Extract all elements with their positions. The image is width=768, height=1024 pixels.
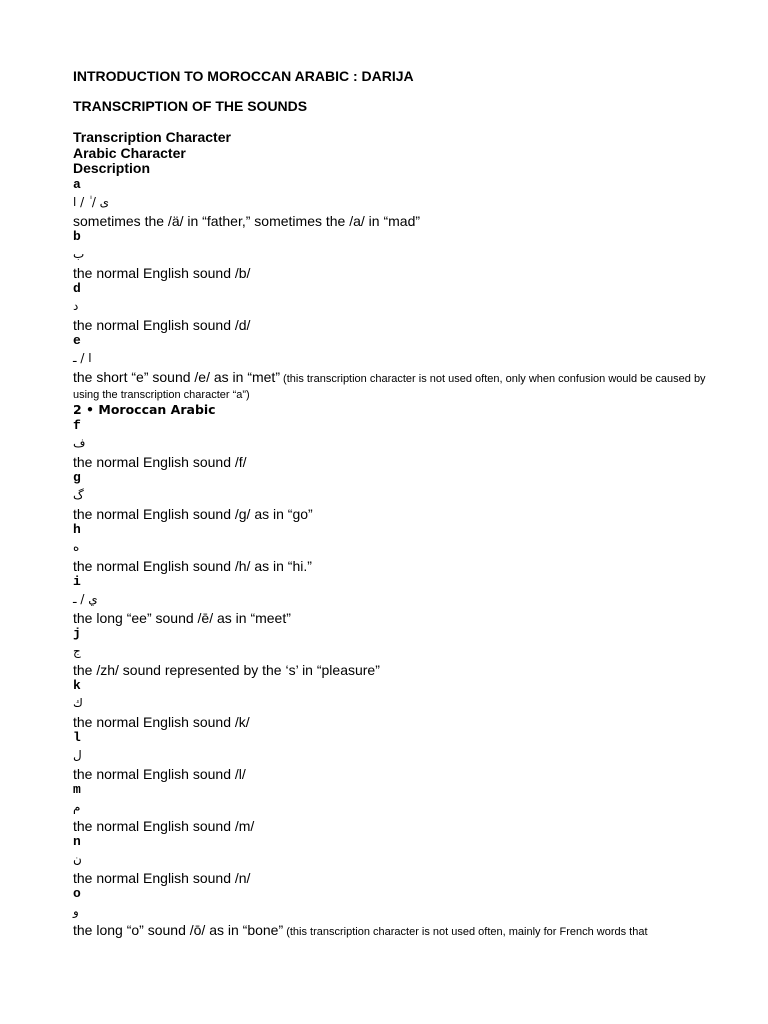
transcription-char: g (73, 470, 81, 485)
description-text: the normal English sound /k/ (73, 714, 250, 730)
arabic-char: ا / ـ (73, 351, 92, 365)
description-text: the short “e” sound /e/ as in “met” (73, 369, 280, 385)
description-text: the normal English sound /h/ as in “hi.” (73, 558, 312, 574)
description-text: the normal English sound /d/ (73, 317, 251, 333)
arabic-char: د (73, 299, 79, 313)
header-transcription: Transcription Character (73, 129, 231, 145)
entry-e (73, 333, 713, 401)
sound-description (73, 369, 713, 401)
transcription-char: h (73, 522, 81, 537)
arabic-char: ى / ٰ / ا (73, 195, 110, 209)
entry-a (73, 177, 713, 229)
arabic-char: ج (73, 644, 81, 658)
entry-d (73, 281, 713, 333)
sound-description (73, 870, 713, 886)
sound-description (73, 766, 713, 782)
entry-h (73, 522, 713, 574)
arabic-char: ب (73, 247, 85, 261)
sound-description (73, 818, 713, 834)
entry-f (73, 418, 713, 470)
sound-description (73, 506, 713, 522)
sound-description (73, 454, 713, 470)
transcription-char: n (73, 834, 81, 849)
document-title: INTRODUCTION TO MOROCCAN ARABIC : DARIJA (73, 68, 414, 84)
header-description: Description (73, 160, 151, 176)
arabic-char: ك (73, 696, 83, 710)
sound-description (73, 265, 713, 281)
column-headers (73, 130, 231, 177)
entry-m (73, 782, 713, 834)
header-arabic: Arabic Character (73, 144, 186, 161)
transcription-char: m (73, 782, 81, 797)
sound-description (73, 610, 713, 626)
description-text: the normal English sound /l/ (73, 766, 246, 782)
page-marker: 2 • Moroccan Arabic (73, 402, 216, 417)
transcription-char: j (73, 626, 81, 641)
entry-j (73, 626, 713, 678)
transcription-char: i (73, 574, 81, 589)
arabic-char: و (73, 904, 79, 918)
description-text: the normal English sound /m/ (73, 818, 255, 834)
sound-description (73, 662, 713, 678)
transcription-char: d (73, 281, 81, 296)
arabic-char: گ (73, 488, 84, 502)
description-text: the /zh/ sound represented by the ‘s’ in “pleasure” (73, 662, 380, 678)
arabic-char: ف (73, 436, 86, 450)
transcription-char: a (73, 177, 81, 192)
entry-k (73, 678, 713, 730)
transcription-char: b (73, 229, 81, 244)
sound-description (73, 213, 713, 229)
transcription-char: f (73, 418, 81, 433)
description-text: the normal English sound /b/ (73, 265, 251, 281)
description-note: (this transcription character is not used often, only when confusion would be caused by using the transcription character “a”) (73, 373, 706, 401)
sound-description (73, 317, 713, 333)
entry-n (73, 834, 713, 886)
entry-l (73, 730, 713, 782)
arabic-char: ل (73, 748, 82, 762)
transcription-list (73, 177, 713, 938)
description-text: the normal English sound /n/ (73, 870, 251, 886)
entry-g (73, 470, 713, 522)
sound-description (73, 558, 713, 574)
sound-description (73, 922, 713, 938)
description-text: the long “ee” sound /ē/ as in “meet” (73, 610, 291, 626)
entry-i (73, 574, 713, 626)
entry-o (73, 886, 713, 938)
arabic-char: ن (73, 852, 82, 866)
arabic-char: ي / ـ (73, 592, 98, 606)
description-note: (this transcription character is not used often, mainly for French words that (283, 926, 648, 938)
description-text: the normal English sound /g/ as in “go” (73, 506, 313, 522)
description-text: the normal English sound /f/ (73, 454, 247, 470)
transcription-char: e (73, 333, 81, 348)
transcription-char: k (73, 678, 81, 693)
transcription-char: o (73, 886, 81, 901)
section-title: TRANSCRIPTION OF THE SOUNDS (73, 98, 308, 114)
arabic-char: ه (73, 540, 80, 554)
description-text: the long “o” sound /ō/ as in “bone” (73, 922, 284, 938)
description-text: sometimes the /ä/ in “father,” sometimes the /a/ in “mad” (73, 213, 421, 229)
entry-b (73, 229, 713, 281)
arabic-char: م (73, 800, 81, 814)
transcription-char: l (73, 730, 81, 745)
sound-description (73, 714, 713, 730)
